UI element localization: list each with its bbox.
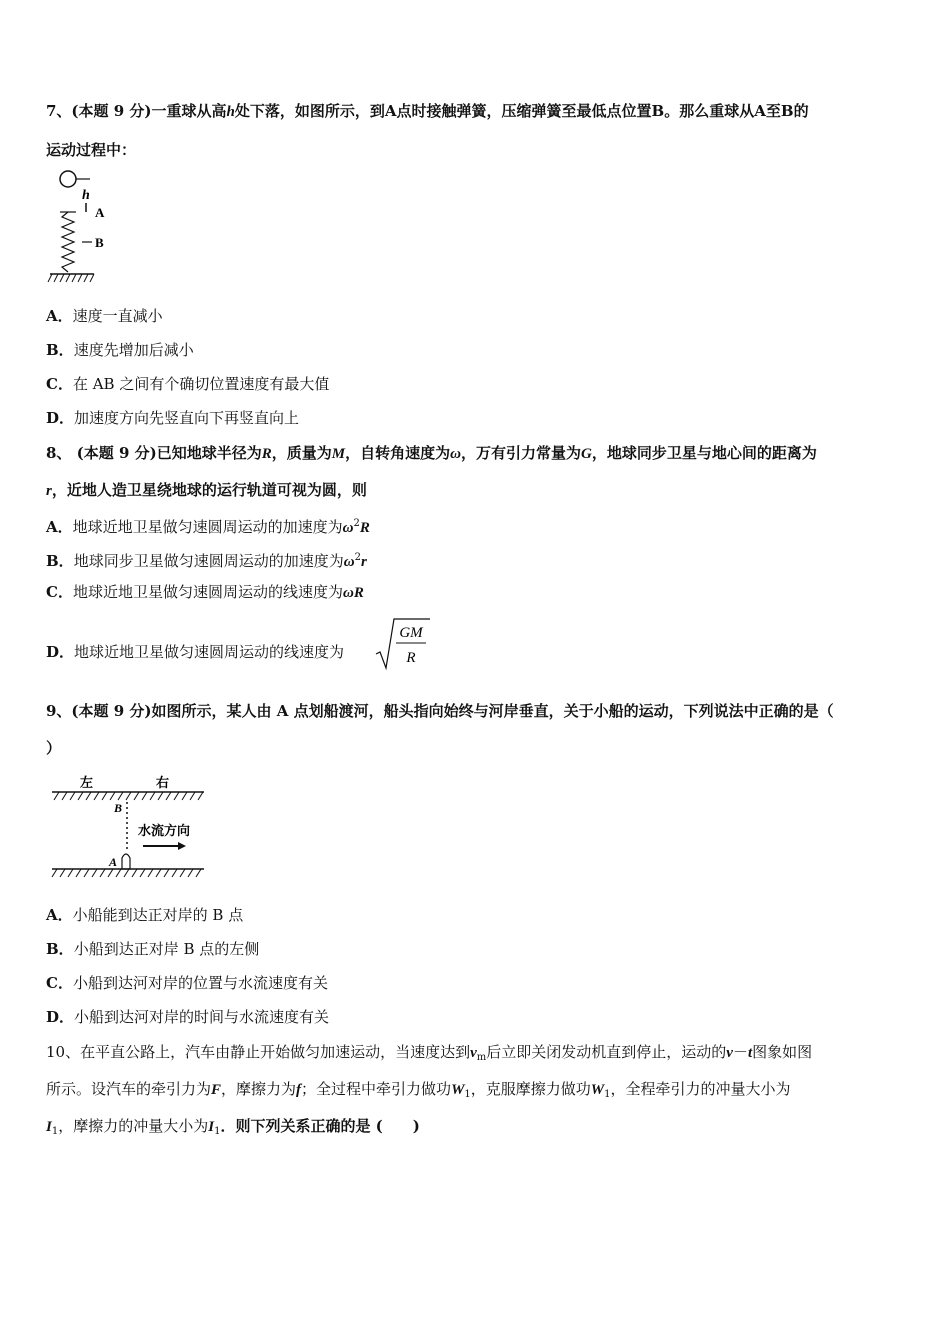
q8-option-c[interactable]: C．地球近地卫星做匀速圆周运动的线速度为ωR xyxy=(46,583,364,601)
ball-icon xyxy=(60,171,76,187)
q8-stem-line1: 8、 (本题 9 分)已知地球半径为R，质量为M，自转角速度为ω，万有引力常量为G，地球同步卫星与地心间的距离为 xyxy=(46,444,817,462)
fig-B-label: B xyxy=(114,801,123,815)
q9-stem-line1: 9、(本题 9 分)如图所示，某人由 A 点划船渡河，船头指向始终与河岸垂直，关于小船的运动，下列说法中正确的是（ xyxy=(46,702,834,720)
q8-stem-line2: r，近地人造卫星绕地球的运行轨道可视为圆，则 xyxy=(46,481,367,499)
q7-stem-line2: 运动过程中： xyxy=(46,141,137,159)
fig-left-label: 左 xyxy=(80,775,94,790)
q7-option-a[interactable]: A．速度一直减小 xyxy=(46,307,163,325)
q8-option-b[interactable]: B．地球同步卫星做匀速圆周运动的加速度为$\omega^2r$ xyxy=(46,552,367,570)
fig-A-label: A xyxy=(109,855,118,869)
q9-stem-line2: ） xyxy=(46,739,62,757)
q8-option-d[interactable]: D．地球近地卫星做匀速圆周运动的线速度为 xyxy=(46,643,345,661)
fraction-denominator: R xyxy=(406,650,416,666)
q7-option-b[interactable]: B．速度先增加后减小 xyxy=(46,341,194,359)
q7-option-d[interactable]: D．加速度方向先竖直向下再竖直向上 xyxy=(46,409,300,427)
q9-option-c[interactable]: C．小船到达河对岸的位置与水流速度有关 xyxy=(46,974,328,992)
sqrt-gm-over-r-formula xyxy=(374,616,432,672)
q9-option-a[interactable]: A．小船能到达正对岸的 B 点 xyxy=(46,906,244,924)
q7-stem-line1: 7、(本题 9 分)一重球从高h处下落，如图所示，到A点时接触弹簧，压缩弹簧至最低点位置B。那么重球从A至B的 xyxy=(46,102,809,120)
q10-stem-line3: $I_1$，摩擦力的冲量大小为$I_1$．则下列关系正确的是 ( ) xyxy=(46,1117,420,1137)
fig-h-label: h xyxy=(82,188,90,203)
q8-option-a[interactable]: A．地球近地卫星做匀速圆周运动的加速度为$\omega^2R$ xyxy=(46,518,370,536)
fig-B-label: B xyxy=(95,235,104,250)
boat-icon xyxy=(122,854,130,869)
q9-option-b[interactable]: B．小船到达正对岸 B 点的左侧 xyxy=(46,940,260,958)
river-figure xyxy=(46,772,208,884)
q9-option-d[interactable]: D．小船到达河对岸的时间与水流速度有关 xyxy=(46,1008,330,1026)
fig-A-label: A xyxy=(95,205,105,220)
fraction-numerator: GM xyxy=(399,625,423,641)
spring-icon xyxy=(62,212,74,272)
q10-stem-line1: 10、在平直公路上，汽车由静止开始做匀加速运动，当速度达到$v_m$后立即关闭发动机直到停止，运动的v－t图象如图 xyxy=(46,1043,813,1063)
flow-arrowhead xyxy=(178,842,186,850)
q10-stem-line2: 所示。设汽车的牵引力为F，摩擦力为f；全过程中牵引力做功$W_1$，克服摩擦力做功$W_1$，全程牵引力的冲量大小为 xyxy=(46,1080,791,1100)
spring-figure xyxy=(46,166,116,288)
q7-option-c[interactable]: C．在 AB 之间有个确切位置速度有最大值 xyxy=(46,375,330,393)
fig-flow-label: 水流方向 xyxy=(138,823,191,838)
fig-right-label: 右 xyxy=(156,775,170,790)
